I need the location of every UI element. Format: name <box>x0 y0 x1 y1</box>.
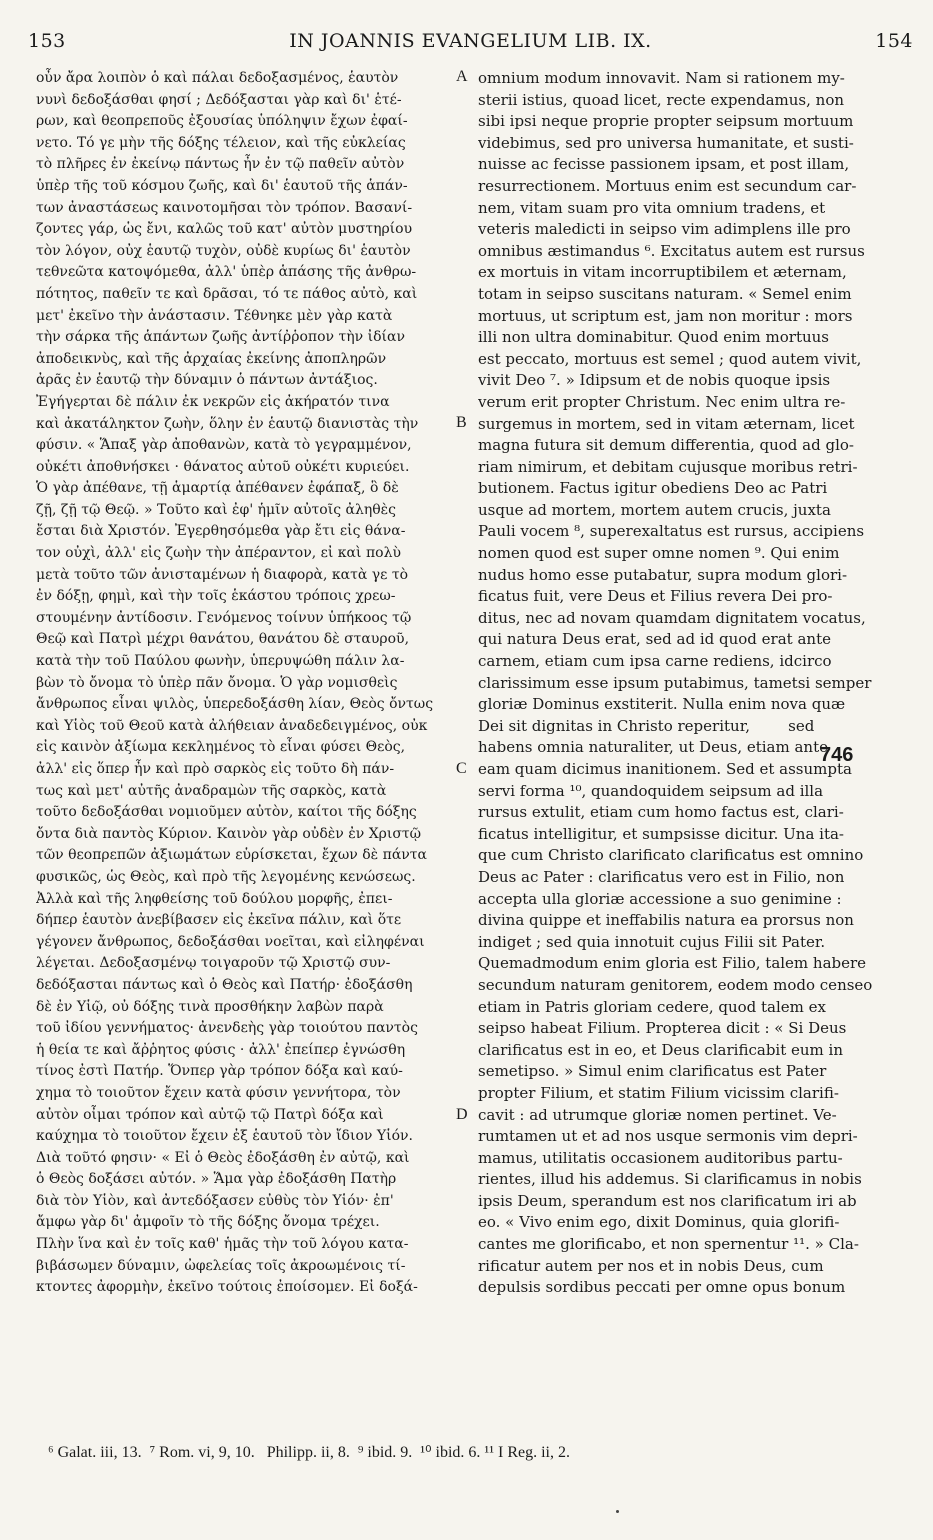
margin-letter-d: D <box>456 1106 468 1123</box>
column-number: 746 <box>820 744 854 766</box>
margin-letter-a: A <box>456 68 468 85</box>
running-title: IN JOANNIS EVANGELIUM LIB. IX. <box>289 30 652 52</box>
page-number-right: 154 <box>875 30 913 52</box>
ink-mark <box>616 1510 619 1513</box>
greek-text-column: οὖν ἄρα λοιπὸν ὁ καὶ πάλαι δεδοξασμένος, ἑαυτὸν νυνὶ δεδοξάσθαι φησί ; Δεδόξασται γὰρ καὶ δι' ἑτέ- ρων, καὶ θεοπρεποῦς ἐξουσίας ὑπόληψιν ἔχων ἐφαί- νετο. Τό γε μὴν τῆς δόξης τέλειον, καὶ τῆς εὐκλείας τὸ πλῆρες ἐν ἐκείνῳ πάντως ἦν ἐν τῷ παθεῖν αὐτὸν ὑπὲρ τῆς τοῦ κόσμου ζωῆς, καὶ δι' ἑαυτοῦ τῆς ἁπάν- των ἀναστάσεως καινοτομῆσαι τὸν τρόπον. Βασανί- ζοντες γάρ, ὡς ἔνι, καλῶς τοῦ κατ' αὐτὸν μυστηρίου τὸν λόγον, οὐχ ἑαυτῷ τυχὸν, οὐδὲ κυρίως δι' ἑαυτὸν τεθνεῶτα κατοψόμεθα, ἀλλ' ὑπὲρ ἁπάσης τῆς ἀνθρω- πότητος, παθεῖν τε καὶ δρᾶσαι, τό τε πάθος αὐτὸ, καὶ μετ' ἐκεῖνο τὴν ἀνάστασιν. Τέθνηκε μὲν γὰρ κατὰ τὴν σάρκα τῆς ἁπάντων ζωῆς ἀντίῤῥοπον τὴν ἰδίαν ἀποδεικνὺς, καὶ τῆς ἀρχαίας ἐκείνης ἀποπληρῶν ἀρᾶς ἐν ἑαυτῷ τὴν δύναμιν ὁ πάντων ἀντάξιος. Ἐγήγερται δὲ πάλιν ἐκ νεκρῶν εἰς ἀκήρατόν τινα καὶ ἀκατάληκτον ζωὴν, ὅλην ἐν ἑαυτῷ διανιστὰς τὴν φύσιν. « Ἅπαξ γὰρ ἀποθανὼν, κατὰ τὸ γεγραμμένον, οὐκέτι ἀποθνήσκει · θάνατος αὐτοῦ οὐκέτι κυριεύει. Ὁ γὰρ ἀπέθανε, τῇ ἁμαρτίᾳ ἀπέθανεν ἐφάπαξ, ὃ δὲ ζῇ, ζῇ τῷ Θεῷ. » Τοῦτο καὶ ἐφ' ἡμῖν αὐτοῖς ἀληθὲς ἔσται διὰ Χριστόν. Ἐγερθησόμεθα γὰρ ἔτι εἰς θάνα- τον οὐχὶ, ἀλλ' εἰς ζωὴν τὴν ἀπέραντον, εἰ καὶ πολὺ μετὰ τοῦτο τῶν ἀνισταμένων ἡ διαφορὰ, κατὰ γε τὸ ἐν δόξῃ, φημὶ, καὶ τὴν τοῖς ἑκάστου τρόποις χρεω- στουμένην ἀντίδοσιν. Γενόμενος τοίνυν ὑπήκοος τῷ Θεῷ καὶ Πατρὶ μέχρι θανάτου, θανάτου δὲ σταυροῦ, κατὰ τὴν τοῦ Παύλου φωνὴν, ὑπερυψώθη πάλιν λα- βὼν τὸ ὄνομα τὸ ὑπὲρ πᾶν ὄνομα. Ὁ γὰρ νομισθεὶς ἄνθρωπος εἶναι ψιλὸς, ὑπερεδοξάσθη λίαν, Θεὸς ὄντως καὶ Υἱὸς τοῦ Θεοῦ κατὰ ἀλήθειαν ἀναδεδειγμένος, οὐκ εἰς καινὸν ἀξίωμα κεκλημένος τὸ εἶναι φύσει Θεὸς, ἀλλ' εἰς ὅπερ ἦν καὶ πρὸ σαρκὸς εἰς τοῦτο δὴ πάν- τως καὶ μετ' αὐτῆς ἀναδραμὼν τῆς σαρκὸς, κατὰ τοῦτο δεδοξάσθαι νομιοῦμεν αὐτὸν, καίτοι τῆς δόξης ὄντα διὰ παντὸς Κύριον. Καινὸν γὰρ οὐδὲν ἐν Χριστῷ τῶν θεοπρεπῶν ἀξιωμάτων εὑρίσκεται, ἔχων δὲ πάντα φυσικῶς, ὡς Θεὸς, καὶ πρὸ τῆς λεγομένης κενώσεως. Ἀλλὰ καὶ τῆς ληφθείσης τοῦ δούλου μορφῆς, ἐπει- δήπερ ἑαυτὸν ἀνεβίβασεν εἰς ἐκεῖνα πάλιν, καὶ ὅτε γέγονεν ἄνθρωπος, δεδοξάσθαι νοεῖται, καὶ εἰληφέναι λέγεται. Δεδοξασμένῳ τοιγαροῦν τῷ Χριστῷ συν- δεδόξασται πάντως καὶ ὁ Θεὸς καὶ Πατήρ· ἐδοξάσθη δὲ ἐν Υἱῷ, οὐ δόξης τινὰ προσθήκην λαβὼν παρὰ τοῦ ἰδίου γεννήματος· ἀνενδεὴς γὰρ τοιούτου παντὸς ἡ θεία τε καὶ ἄῤῥητος φύσις · ἀλλ' ἐπείπερ ἐγνώσθη τίνος ἐστὶ Πατήρ. Ὅνπερ γὰρ τρόπον δόξα καὶ καύ- χημα τὸ τοιοῦτον ἔχειν κατὰ φύσιν γεννήτορα, τὸν αὐτὸν οἶμαι τρόπον καὶ αὐτῷ τῷ Πατρὶ δόξα καὶ καύχημα τὸ τοιοῦτον ἔχειν ἐξ ἑαυτοῦ τὸν ἴδιον Υἱόν. Διὰ τοῦτό φησιν· « Εἰ ὁ Θεὸς ἐδοξάσθη ἐν αὐτῷ, καὶ ὁ Θεὸς δοξάσει αὐτόν. » Ἅμα γὰρ ἐδοξάσθη Πατὴρ διὰ τὸν Υἱὸν, καὶ ἀντεδόξασεν εὐθὺς τὸν Υἱόν· ἐπ' ἄμφω γὰρ δι' ἀμφοῖν τὸ τῆς δόξης ὄνομα τρέχει. Πλὴν ἵνα καὶ ἐν τοῖς καθ' ἡμᾶς τὴν τοῦ λόγου κατα- βιβάσωμεν δύναμιν, ὠφελείας τοῖς ἀκροωμένοις τί- κτοντες ἀφορμὴν, ἐκεῖνο τούτοις ἐποίσομεν. Εἰ δοξά- <box>36 70 434 1296</box>
margin-letter-b: B <box>456 414 467 431</box>
margin-letter-c: C <box>456 760 467 777</box>
page-number-left: 153 <box>28 30 66 52</box>
page-header <box>28 30 913 60</box>
footnotes: ⁶ Galat. iii, 13. ⁷ Rom. vi, 9, 10. Philipp. ii, 8. ⁹ ibid. 9. ¹⁰ ibid. 6. ¹¹ I Reg. ii, 2. <box>48 1444 570 1461</box>
latin-text-column: omnium modum innovavit. Nam si rationem my- sterii istius, quoad licet, recte expendamus, non sibi ipsi neque proprie propter seipsum mortuum videbimus, sed pro universa humanitate, et susti- nuisse ac fecisse passionem ipsam, et post illam, resurrectionem. Mortuus enim est secundum car- nem, vitam suam pro vita omnium tradens, et veteris maledicti in seipso vim adimplens ille pro omnibus æstimandus ⁶. Excitatus autem est rursus ex mortuis in vitam incorruptibilem et æternam, totam in seipso suscitans naturam. « Semel enim mortuus, ut scriptum est, jam non moritur : mors illi non ultra dominabitur. Quod enim mortuus est peccato, mortuus est semel ; quod autem vivit, vivit Deo ⁷. » Idipsum et de nobis quoque ipsis verum erit propter Christum. Nec enim ultra re- surgemus in mortem, sed in vitam æternam, licet magna futura sit demum differentia, quod ad glo- riam nimirum, et debitam cujusque moribus retri- butionem. Factus igitur obediens Deo ac Patri usque ad mortem, mortem autem crucis, juxta Pauli vocem ⁸, superexaltatus est rursus, accipiens nomen quod est super omne nomen ⁹. Qui enim nudus homo esse putabatur, supra modum glori- ficatus fuit, vere Deus et Filius revera Dei pro- ditus, nec ad novam quamdam dignitatem vocatus, qui natura Deus erat, sed ad id quod erat ante carnem, etiam cum ipsa carne rediens, idcirco clarissimum esse ipsum putabimus, tametsi semper gloriæ Dominus exstiterit. Nulla enim nova quæ Dei sit dignitas in Christo reperitur, sed habens omnia naturaliter, ut Deus, etiam ante eam quam dicimus inanitionem. Sed et assumpta servi forma ¹⁰, quandoquidem seipsum ad illa rursus extulit, etiam cum homo factus est, clari- ficatus intelligitur, et sumpsisse dicitur. Una ita- que cum Christo clarificato clarificatus est omnino Deus ac Pater : clarificatus vero est in Filio, non accepta ulla gloriæ accessione a suo genimine : divina quippe et ineffabilis natura ea prorsus non indiget ; sed quia innotuit cujus Filii sit Pater. Quemadmodum enim gloria est Filio, talem habere secundum naturam genitorem, eodem modo censeo etiam in Patris gloriam cedere, quod talem ex seipso habeat Filium. Propterea dicit : « Si Deus clarificatus est in eo, et Deus clarificabit eum in semetipso. » Simul enim clarificatus est Pater propter Filium, et statim Filium vicissim clarifi- cavit : ad utrumque gloriæ nomen pertinet. Ve- rumtamen ut et ad nos usque sermonis vim depri- mamus, utilitatis occasionem auditoribus partu- rientes, illud his addemus. Si clarificamus in nobis ipsis Deum, sperandum est nos clarificatum iri ab eo. « Vivo enim ego, dixit Dominus, quia glorifi- cantes me glorificabo, et non spernentur ¹¹. » Cla- rificatur autem per nos et in nobis Deus, cum depulsis sordibus peccati per omne opus bonum <box>478 69 873 1297</box>
